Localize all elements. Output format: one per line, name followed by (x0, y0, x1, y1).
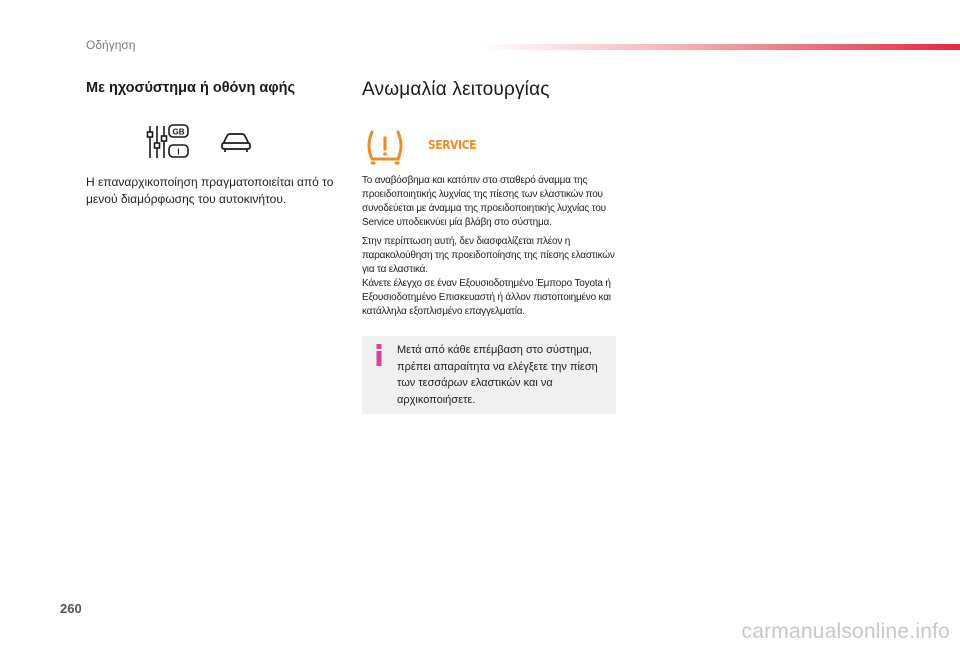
info-box (362, 336, 616, 414)
info-text: Μετά από κάθε επέμβαση στο σύστημα, πρέπει απαραίτητα να ελέγξετε την πίεση των τεσσάρων ελαστικών και να αρχικοποιήσετε. (397, 344, 598, 406)
settings-sliders-gb-icon (146, 124, 190, 160)
car-icon (220, 130, 252, 154)
left-heading: Με ηχοσύστημα ή οθόνη αφής (86, 80, 296, 96)
tyre-pressure-warning-icon (364, 128, 406, 166)
watermark: carmanualsonline.info (741, 620, 950, 643)
page-number: 260 (60, 601, 82, 616)
paragraph-blinking-warning: Το αναβόσβημα και κατόπιν στο σταθερό άναμμα της προειδοποιητικής λυχνίας της πίεσης των ελαστικών που συνοδεύεται με άναμμα της προειδοποιητικής λυχνίας του Service υποδεικνύει μία βλάβη στο σύστημα. (362, 175, 606, 228)
right-body (362, 174, 620, 319)
left-paragraph: Η επαναρχικοποίηση πραγματοποιείται από το μενού διαμόρφωσης του αυτοκινήτου. (86, 175, 334, 206)
section-title: Οδήγηση (86, 38, 136, 52)
paragraph-check-dealer: Κάνετε έλεγχο σε έναν Εξουσιοδοτημένο Έμπορο Toyota ή Εξουσιοδοτημένο Επισκευαστή ή άλλον πιστοποιημένο και κατάλληλα εξοπλισμένο επαγγελματία. (362, 278, 611, 317)
service-label: SERVICE (428, 138, 477, 152)
right-heading: Ανωμαλία λειτουργίας (362, 79, 550, 100)
paragraph-no-monitoring: Στην περίπτωση αυτή, δεν διασφαλίζεται πλέον η παρακολούθηση της προειδοποίησης της πίεσης ελαστικών για τα ελαστικά. (362, 236, 615, 275)
settings-badge-top: GB (172, 127, 185, 137)
settings-badge-bottom: I (177, 147, 180, 157)
info-icon (374, 344, 384, 366)
header-accent-bar (480, 44, 960, 50)
